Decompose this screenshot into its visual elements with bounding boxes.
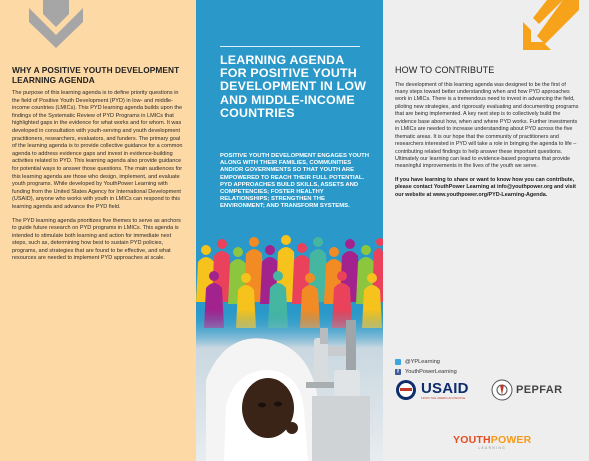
- twitter-link[interactable]: [395, 357, 457, 367]
- usaid-seal-icon: [395, 379, 417, 401]
- youthpower-word-youth: YOUTH: [453, 434, 491, 446]
- left-panel: [0, 0, 196, 461]
- social-links: [395, 357, 457, 377]
- contribute-heading: HOW TO CONTRIBUTE: [395, 65, 495, 75]
- youthpower-learning-sub: LEARNING: [478, 446, 506, 450]
- arrow-down-left-icon: [519, 0, 579, 56]
- center-panel: [196, 0, 383, 461]
- why-paragraph-2: The PYD learning agenda prioritizes five themes to serve as anchors to guide future research on PYD programs in LMICs. This agenda is intended to stimulate both learning and action for immediate next steps, such as, determining how best to sustain PYD policies, programs, and strategies that are found to be effective, and what resources are needed to implement PYD approaches at scale.: [12, 217, 181, 262]
- photo-credit: Photo Credit: Jake Lyell for ACDI/VOCA: [370, 372, 374, 436]
- facebook-handle: YouthPowerLearning: [405, 369, 457, 375]
- youthpower-word-power: POWER: [490, 434, 532, 446]
- youthpower-learning-logo: [453, 435, 531, 450]
- pepfar-wordmark: PEPFAR: [516, 384, 563, 396]
- pepfar-seal-icon: [491, 379, 513, 401]
- why-paragraph-1: The purpose of this learning agenda is to define priority questions in the field of Positive Youth Development (PYD) in low- and middle-income countries (LMICs). This PYD learning agenda builds upon the findings of the Systematic Review of PYD Programs in LMICs that highlighted gaps in the evidence for what works and for whom. It was developed in consultation with youth-serving and youth development practitioners, researchers, evaluators, and funders. The primary goal of the learning agenda is to provide collective guidance for a common agenda to address evidence gaps and invest in evidence-building activities related to PYD. This learning agenda also provide guidance for potential ways to answer those questions. The main audiences for this learning agenda are those who design, implement, and evaluate youth programs. While developed by YouthPower Learning with funding from the United States Agency for International Development (USAID), anyone who works with youth in LMICs can respond to this learning agenda and advance the PYD field.: [12, 90, 183, 210]
- student-microscope-photo: [196, 310, 383, 461]
- why-heading: WHY A POSITIVE YOUTH DEVELOPMENT LEARNING AGENDA: [12, 65, 180, 85]
- contact-paragraph: If you have learning to share or want to know how you can contribute, please contact YouthPower Learning at info@youthpower.org and visit our website at www.youthpower.org/PYD-Learning-Agenda.: [395, 176, 576, 198]
- facebook-icon: f: [395, 369, 401, 375]
- usaid-logo: [395, 379, 469, 401]
- right-panel: [383, 0, 589, 461]
- contribute-paragraph: The development of this learning agenda was designed to be the first of many steps toward better understanding when and how PYD approaches work in LMICs. There is a tremendous need to invest in advancing the field, piloting new strategies, and rigorously evaluating and documenting programs that are being implemented. A key next step is to collectively build the evidence base about how, when and where PYD works. Further investments in LMICs are needed to increase understanding about PYD across the five thematic areas. It is our hope that the community of practitioners and researchers interested in PYD will take a role in bringing the agenda to life – contributing related findings to help answer these important questions. Ultimately our learning can lead to evidence-based programs that provide meaningful improvements in the lives of the youth we serve.: [395, 81, 579, 170]
- twitter-handle: @YPLearning: [405, 359, 440, 365]
- usaid-wordmark: USAID: [421, 379, 469, 397]
- arrow-down-icon: [25, 0, 87, 48]
- center-title: LEARNING AGENDA FOR POSITIVE YOUTH DEVELOPMENT IN LOW AND MIDDLE-INCOME COUNTRIES: [220, 53, 367, 120]
- title-rule: [220, 46, 360, 47]
- pepfar-logo: [491, 379, 562, 401]
- twitter-icon: [395, 359, 401, 365]
- center-subtitle: POSITIVE YOUTH DEVELOPMENT ENGAGES YOUTH ALONG WITH THEIR FAMILIES, COMMUNITIES AND/OR GOVERNMENTS SO THAT YOUTH ARE EMPOWERED TO REACH THEIR FULL POTENTIAL. PYD APPROACHES BUILD SKILLS, ASSETS AND COMPETENCIES; FOSTER HEALTHY RELATIONSHIPS; STRENGTHEN THE ENVIRONMENT; AND TRANSFORM SYSTEMS.: [220, 153, 370, 210]
- partner-logos: [395, 375, 580, 461]
- usaid-tagline: FROM THE AMERICAN PEOPLE: [421, 395, 466, 400]
